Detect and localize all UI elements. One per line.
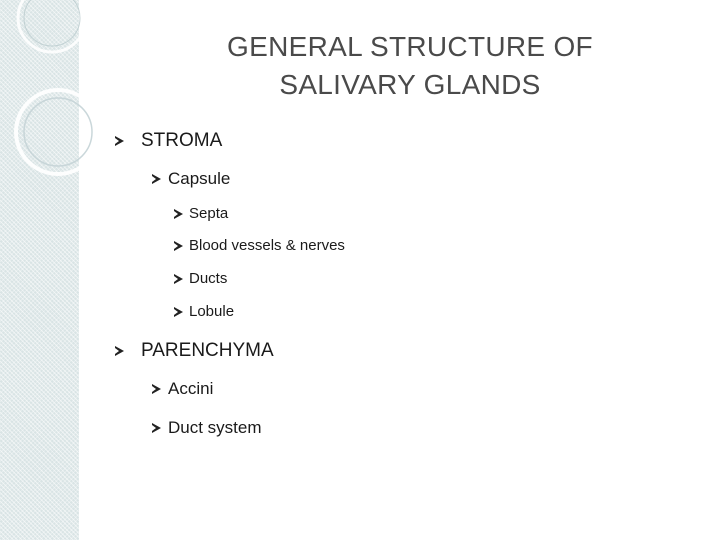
bullet-label: Lobule — [189, 303, 235, 320]
bullet-label: Capsule — [168, 169, 231, 188]
bullet-accini — [152, 379, 213, 399]
bullet-ducts — [174, 270, 227, 287]
decorative-rings — [0, 0, 140, 200]
bullet-label: Accini — [168, 379, 214, 398]
bullet-parenchyma — [115, 340, 274, 362]
bullet-label: Septa — [189, 205, 229, 222]
arrow-bullet-icon — [152, 423, 161, 433]
bullet-capsule — [152, 169, 230, 189]
slide-title-line-1: GENERAL STRUCTURE OF — [227, 31, 593, 62]
bullet-label: Duct system — [168, 418, 262, 437]
bullet-label: STROMA — [141, 130, 223, 151]
bullet-label: PARENCHYMA — [141, 340, 274, 361]
arrow-bullet-icon — [174, 209, 183, 219]
bullet-blood-vessels — [174, 237, 345, 254]
arrow-bullet-icon — [115, 136, 124, 146]
bullet-label: Blood vessels & nerves — [189, 237, 345, 254]
bullet-duct-system — [152, 418, 262, 438]
bullet-label: Ducts — [189, 270, 228, 287]
arrow-bullet-icon — [152, 384, 161, 394]
arrow-bullet-icon — [152, 174, 161, 184]
bullet-lobule — [174, 303, 234, 320]
bullet-stroma — [115, 130, 222, 152]
slide-title-line-2: SALIVARY GLANDS — [279, 69, 541, 100]
arrow-bullet-icon — [115, 346, 124, 356]
arrow-bullet-icon — [174, 241, 183, 251]
bullet-septa — [174, 205, 228, 222]
arrow-bullet-icon — [174, 307, 183, 317]
arrow-bullet-icon — [174, 274, 183, 284]
slide-title — [150, 28, 670, 104]
